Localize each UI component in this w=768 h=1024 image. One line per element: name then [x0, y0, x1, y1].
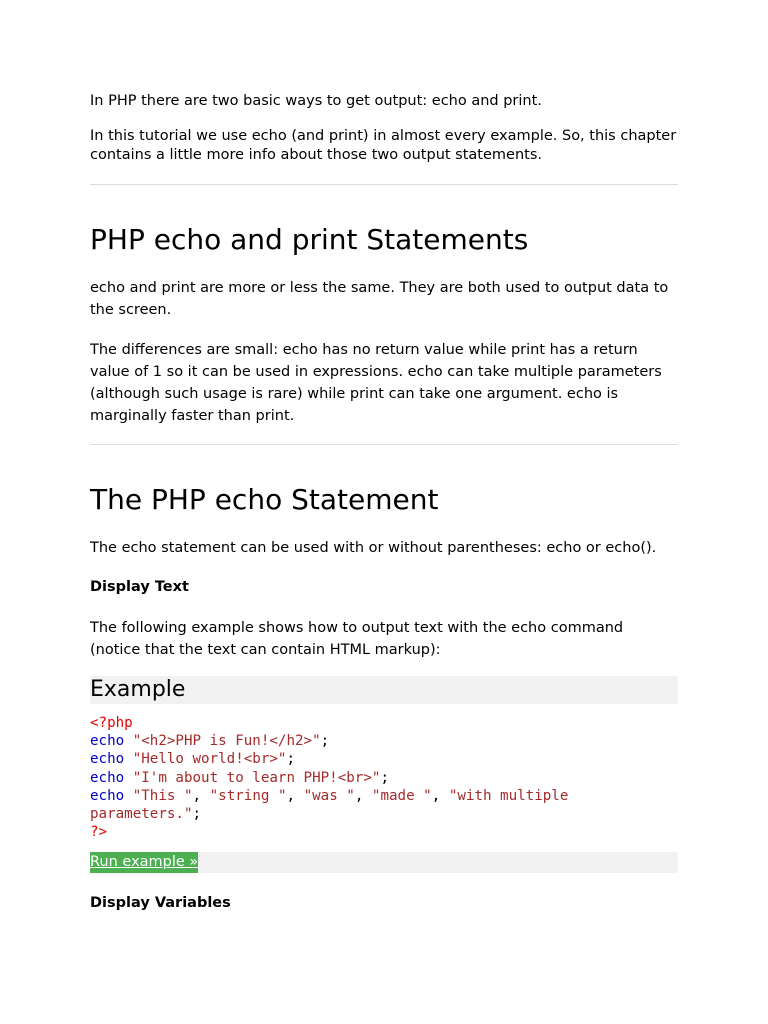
code-string: "made " — [371, 787, 432, 804]
section2-paragraph-2: The following example shows how to output text with the echo command (notice that the text can contain HTML markup): — [90, 620, 624, 658]
code-string: parameters." — [90, 806, 193, 823]
subheading-display-text: Display Text — [90, 579, 189, 595]
code-punct: , — [192, 787, 210, 804]
code-punct: ; — [320, 733, 330, 750]
code-string: "with multiple — [448, 787, 569, 804]
code-example — [90, 714, 678, 841]
run-example-bar — [90, 852, 678, 873]
code-punct: , — [286, 787, 304, 804]
code-punct: ; — [286, 751, 296, 768]
section1-paragraph-2: The differences are small: echo has no return value while print has a return value of 1 so it can be used in expressions. echo can take multiple parameters (although such usage is rare) while print can take one argument. echo is marginally faster than print. — [90, 342, 662, 424]
intro-paragraph-1: In PHP there are two basic ways to get output: echo and print. — [90, 93, 542, 109]
run-example-button[interactable]: Run example » — [90, 852, 198, 873]
subheading-display-variables: Display Variables — [90, 895, 231, 911]
section1-paragraph-1: echo and print are more or less the same. They are both used to output data to the screen. — [90, 280, 669, 318]
intro-paragraph-2: In this tutorial we use echo (and print) in almost every example. So, this chapter contains a little more info about those two output statements. — [90, 128, 677, 163]
code-keyword: echo — [90, 769, 125, 786]
code-punct: ; — [192, 806, 202, 823]
code-punct: ; — [380, 769, 389, 786]
section-heading-echo-print: PHP echo and print Statements — [90, 223, 529, 256]
section-heading-echo-statement: The PHP echo Statement — [90, 483, 439, 516]
php-close-tag: ?> — [90, 824, 108, 841]
code-string: "was " — [303, 787, 355, 804]
code-keyword: echo — [90, 751, 125, 768]
divider — [90, 444, 678, 445]
code-punct: , — [431, 787, 449, 804]
code-string: "<h2>PHP is Fun!</h2>" — [132, 733, 321, 750]
code-string: "I'm about to learn PHP!<br>" — [132, 769, 381, 786]
code-string: "Hello world!<br>" — [132, 751, 287, 768]
example-header — [90, 676, 678, 704]
example-title: Example — [90, 677, 186, 702]
code-keyword: echo — [90, 733, 125, 750]
code-keyword: echo — [90, 787, 125, 804]
code-string: "string " — [209, 787, 287, 804]
section2-paragraph-1: The echo statement can be used with or without parentheses: echo or echo(). — [90, 540, 657, 556]
php-open-tag: <?php — [90, 715, 133, 731]
divider — [90, 184, 678, 185]
code-punct: , — [354, 787, 372, 804]
code-string: "This " — [132, 787, 193, 804]
